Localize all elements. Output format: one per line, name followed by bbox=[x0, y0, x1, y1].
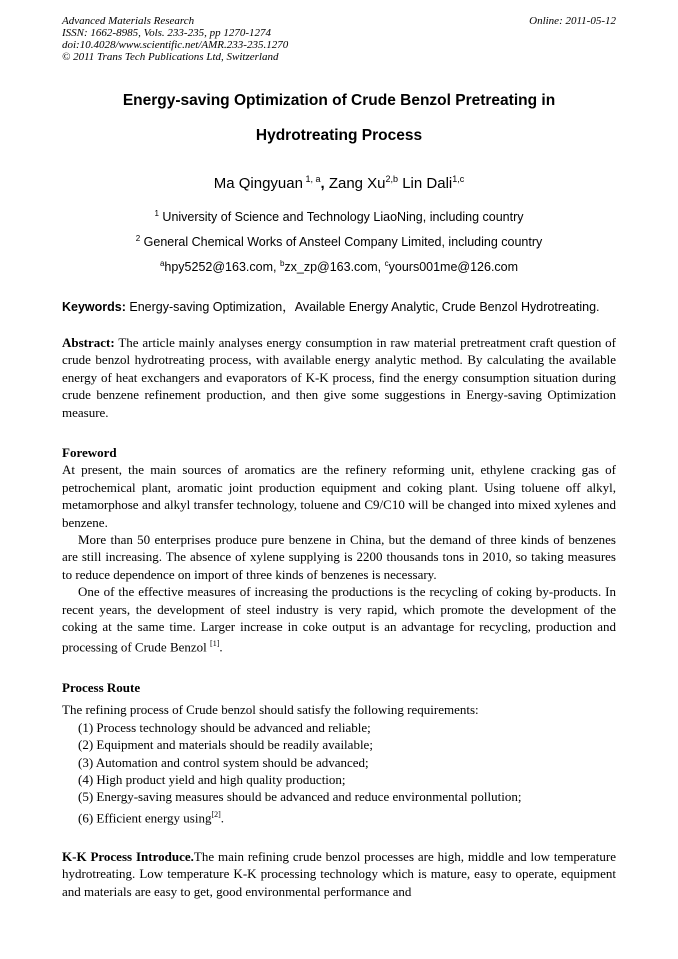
author-name: Ma Qingyuan bbox=[213, 175, 303, 192]
journal-doi[interactable]: doi:10.4028/www.scientific.net/AMR.233-235.1270 bbox=[62, 39, 289, 51]
paper-title-line-1: Energy-saving Optimization of Crude Benzol Pretreating in bbox=[122, 92, 556, 109]
list-item: (3) Automation and control system should be advanced; bbox=[78, 754, 369, 770]
process-route-section bbox=[62, 679, 616, 827]
list-item: (4) High product yield and high quality production; bbox=[78, 772, 346, 788]
paragraph-text: One of the effective measures of increasing the productions is the recycling of coking by-products. In recent years, the development of steel industry is very rapid, which promote the development of the coking at the same time. Larger increase in coke output is an advantage for recycling, production and processing of Crude Benzol bbox=[62, 584, 616, 655]
online-date: Online: 2011-05-12 bbox=[529, 15, 616, 27]
email-superscript: b bbox=[279, 259, 285, 268]
paragraph: The refining process of Crude benzol should satisfy the following requirements: bbox=[62, 702, 479, 718]
section-heading-kk-process: K-K Process Introduce. bbox=[62, 849, 194, 864]
list-item bbox=[62, 806, 616, 827]
list-item-text: (6) Efficient energy using bbox=[78, 810, 212, 826]
paragraph: At present, the main sources of aromatics are the refinery reforming unit, ethylene cracking gas of petrochemical plant, aromatic joint production equipment and coking plant. Using toluene off alkyl, metamorphose and alkyl transfer technology, toluene and C9/C10 will be changed into mixed xylenes and benzene. bbox=[62, 462, 616, 530]
list-item: (5) Energy-saving measures should be advanced and reduce environmental pollution; bbox=[78, 789, 522, 805]
author-name: Zang Xu bbox=[328, 175, 386, 192]
list-item: (1) Process technology should be advanced and reliable; bbox=[78, 719, 371, 735]
citation-ref[interactable]: [1] bbox=[210, 639, 220, 649]
paragraph-text: The main refining crude benzol processes are high, middle and low temperature hydrotreating. Low temperature K-K processing technology which is mature, easy to operate, equipment and materials are easy to get, good environmental performance and bbox=[62, 849, 617, 899]
affiliation-text: University of Science and Technology LiaoNing, including country bbox=[158, 210, 524, 225]
keywords-label: Keywords: bbox=[62, 300, 126, 314]
journal-name: Advanced Materials Research bbox=[62, 15, 195, 27]
email-superscript: a bbox=[159, 259, 165, 268]
paper-title-line-2: Hydrotreating Process bbox=[255, 127, 423, 144]
abstract-text: The article mainly analyses energy consumption in raw material pretreatment craft question of crude benzol hydrotreating process, with available energy analytic method. By calculating the available energy of heat exchangers and evaporators of K-K process, find the energy consumption situation during crude benzene refinement production, and then give some suggestions in Energy-saving Optimization measure. bbox=[62, 335, 616, 420]
keywords-text: Energy-saving Optimization，Available Energy Analytic, Crude Benzol Hydrotreating. bbox=[125, 300, 600, 314]
paragraph: More than 50 enterprises produce pure benzene in China, but the demand of three kinds of benzenes are still increasing. The absence of xylene supplying is 2200 thousands tons in 2010, so taking measures to reduce dependence on import of three kinds of benzenes is necessary. bbox=[62, 532, 616, 582]
journal-copyright: © 2011 Trans Tech Publications Ltd, Switzerland bbox=[62, 51, 279, 63]
list-item: (2) Equipment and materials should be readily available; bbox=[78, 737, 373, 753]
journal-issn: ISSN: 1662-8985, Vols. 233-235, pp 1270-1274 bbox=[62, 27, 271, 39]
abstract-label: Abstract: bbox=[62, 335, 115, 350]
keywords bbox=[62, 297, 622, 315]
affiliation-2 bbox=[62, 234, 616, 249]
author-superscript: 2,b bbox=[385, 174, 399, 184]
affiliation-1 bbox=[62, 209, 616, 224]
email-address[interactable]: zx_zp@163.com, bbox=[284, 260, 385, 275]
email-address[interactable]: yours001me@126.com bbox=[388, 260, 519, 275]
author-superscript: 1, a bbox=[302, 174, 321, 184]
affiliation-text: General Chemical Works of Ansteel Company Limited, including country bbox=[140, 235, 543, 250]
email-superscript: c bbox=[384, 259, 389, 268]
affiliation-superscript: 2 bbox=[135, 234, 141, 243]
citation-ref[interactable]: [2] bbox=[211, 809, 221, 819]
affiliation-superscript: 1 bbox=[154, 209, 159, 218]
journal-header bbox=[62, 15, 616, 63]
list-item-end: . bbox=[220, 810, 225, 826]
section-heading-foreword: Foreword bbox=[62, 445, 117, 460]
kk-process-section bbox=[62, 848, 616, 900]
paragraph-end: . bbox=[219, 639, 223, 655]
author-list: Ma Qingyuan $^{1, a}$, Zang Xu$^{2,b}$ Lin Dali$^{1,c}$ bbox=[213, 174, 465, 192]
foreword-section bbox=[62, 444, 616, 656]
abstract bbox=[62, 334, 616, 421]
author-superscript: 1,c bbox=[452, 174, 465, 184]
section-heading-process-route: Process Route bbox=[62, 680, 141, 695]
author-emails bbox=[62, 259, 616, 274]
author-name: Lin Dali bbox=[402, 175, 453, 192]
paragraph bbox=[62, 583, 616, 656]
email-address[interactable]: hpy5252@163.com, bbox=[164, 260, 280, 275]
